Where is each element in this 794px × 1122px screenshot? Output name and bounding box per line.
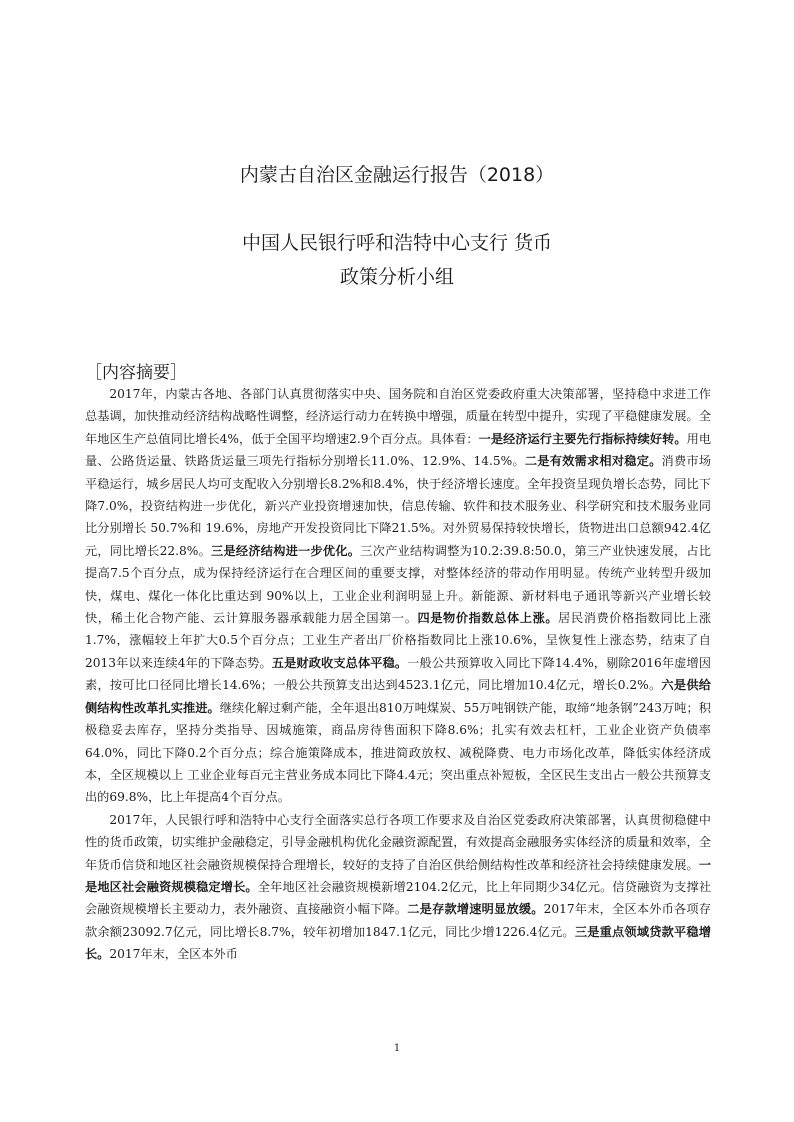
para-text: 2017年，人民银行呼和浩特中心支行全面落实总行各项工作要求及自治区党委政府决策部署，认真贯彻稳健中性的货币政策，切实维护金融稳定，引导金融机构优化金融资源配置，有效提高金融服务实体经济的质量和效率，全年货币信贷和地区社会融资规模保持合理增长，较好的支持了自治区供给侧结构性改革和经济社会持续健康发展。 <box>85 812 711 872</box>
abstract-heading: ［内容摘要］ <box>85 363 187 383</box>
para-text: 继续化解过剩产能，全年退出810万吨煤炭、55万吨钢铁产能，取缔“地条钢”243万吨；积极稳妥去库存，坚持分类指导、因城施策，商品房待售面积下降8.6%；扎实有效去杠杆，工业企业资产负债率64.0%，同比下降0.2个百分点；综合施策降成本，推进简政放权、减税降费、电力市场化改革，降低实体经济成本，全区规模以上 工业企业每百元主营业务成本同比下降4.4元；突出重点补短板，全区民生支出占一般公共预算支出的69.8%，比上年提高4个百分点。 <box>85 700 711 805</box>
para-text: 消费市场平稳运行，城乡居民人均可支配收入分别增长8.2%和8.4%，快于经济增长速度。全年投资呈现负增长态势，同比下降7.0%，投资结构进一步优化，新兴产业投资增速加快，信息传输、软件和技术服务业、科学研究和技术服务业同比分别增长 50.7%和 19.6%，房地产开发投资同比下降21.5%。对外贸易保持较快增长，货物进出口总额942.4亿元，同比增长22.8%。 <box>85 454 712 558</box>
key-point: 一是地区社会融资规模稳定增长。 <box>85 857 711 894</box>
para-text: 2017年末，全区本外币 <box>109 947 238 962</box>
key-point: 二是存款增速明显放缓。 <box>407 902 544 917</box>
para-text: 三次产业结构调整为10.2:39.8:50.0，第三产业快速发展，占比提高7.5个百分点，成为保持经济运行在合理区间的重要支撑，对整体经济的带动作用明显。传统产业转型升级加快，煤电、煤化一体化比重达到 90%以上，工业企业利润明显上升。新能源、新材料电子通讯等新兴产业增长较快，稀土化合物产能、云计算服务器承载能力居全国第一。 <box>85 543 712 626</box>
para-text: 2017年，内蒙古各地、各部门认真贯彻落实中央、国务院和自治区党委政府重大决策部署，坚持稳中求进工作总基调，加快推动经济结构战略性调整，经济运行动力在转换中增强，质量在转型中提升，实现了平稳健康发展。全年地区生产总值同比增长4%，低于全国平均增速2.9个百分点。具体看： <box>85 387 711 446</box>
report-title: 内蒙古自治区金融运行报告（2018） <box>239 164 555 186</box>
abstract-paragraph-economy <box>85 383 711 809</box>
para-text: 用电量、公路货运量、铁路货运量三项先行指标分别增长11.0%、12.9%、14.5%。 <box>85 431 712 469</box>
key-point: 三是重点领域贷款平稳增长。 <box>85 924 712 962</box>
author-line-1: 中国人民银行呼和浩特中心支行 货币 <box>241 232 553 254</box>
para-text: 一般公共预算收入同比下降14.4%，剔除2016年虚增因素，按可比口径同比增长14.6%；一般公共预算支出达到4523.1亿元，同比增加10.4亿元，增长0.2%。 <box>85 655 711 693</box>
author-line-2: 政策分析小组 <box>339 266 454 288</box>
key-point: 六是供给侧结构性改革扎实推进。 <box>85 678 711 715</box>
abstract-body <box>85 383 711 966</box>
key-point: 三是经济结构进一步优化。 <box>211 543 361 558</box>
key-point: 五是财政收支总体平稳。 <box>271 655 408 670</box>
abstract-paragraph-finance <box>85 809 711 966</box>
key-point: 四是物价指数总体上涨。 <box>417 611 559 626</box>
key-point: 二是有效需求相对稳定。 <box>524 454 662 469</box>
para-text: 2017年末，全区本外币各项存款余额23092.7亿元，同比增长8.7%，较年初增加1847.1亿元，同比少增1226.4亿元。 <box>85 902 712 939</box>
para-text: 居民消费价格指数同比上涨1.7%，涨幅较上年扩大0.5个百分点；工业生产者出厂价格指数同比上涨10.6%，呈恢复性上涨态势，结束了自2013年以来连续4年的下降态势。 <box>85 611 712 670</box>
page-number: 1 <box>393 1043 401 1054</box>
para-text: 全年地区社会融资规模新增2104.2亿元，比上年同期少34亿元。信贷融资为支撑社会融资规模增长主要动力，表外融资、直接融资小幅下降。 <box>85 879 712 917</box>
key-point: 一是经济运行主要先行指标持续好转。 <box>478 431 687 446</box>
